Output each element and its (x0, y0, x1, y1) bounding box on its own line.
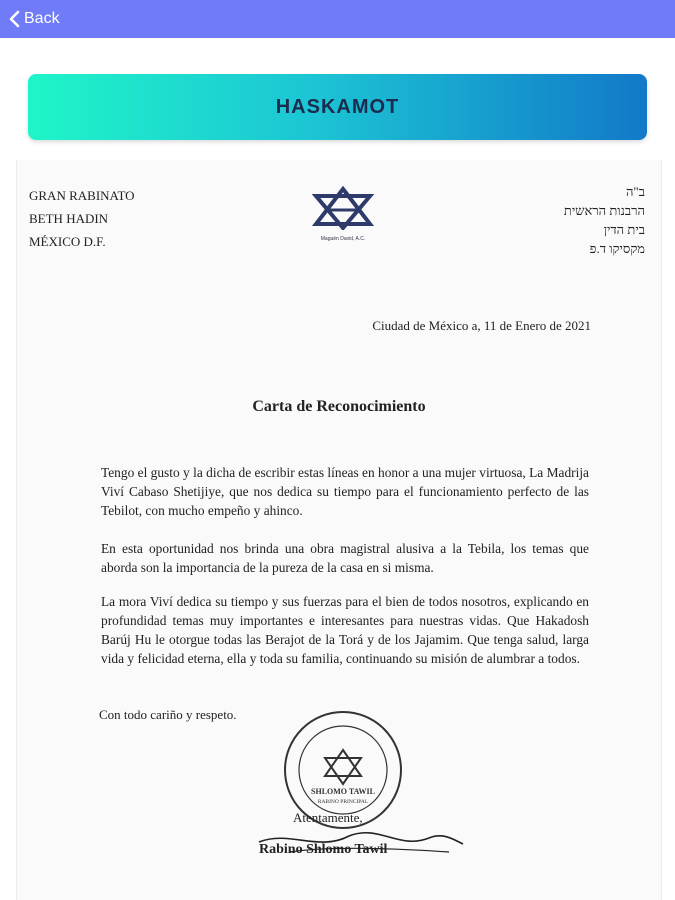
letter-paragraph: En esta oportunidad nos brinda una obra magistral alusiva a la Tebila, los temas que aborda son la importancia de la pureza de la casa en si misma. (101, 541, 589, 575)
letterhead-right (564, 182, 645, 258)
section-banner (28, 74, 647, 140)
letterhead-line: MÉXICO D.F. (29, 234, 106, 249)
back-button[interactable] (8, 10, 60, 28)
letterhead-line-hebrew: בית הדין (603, 222, 645, 237)
back-label: Back (24, 10, 60, 27)
letter-closing: Con todo cariño y respeto. (99, 707, 237, 722)
letter-paragraph: Tengo el gusto y la dicha de escribir estas líneas en honor a una mujer virtuosa, La Madrija Viví Cabaso Shetijiye, que nos dedica su tiempo para el funcionamiento perfecto de las Tebilot, con mucho empeño y ahinco. (101, 465, 589, 518)
top-nav-bar (0, 0, 675, 38)
letter-document (16, 160, 662, 900)
letter-paragraph: La mora Viví dedica su tiempo y sus fuerzas para el bien de todos nosotros, explicando en profundidad temas muy importantes e interesantes para nuestras vidas. Que Hakadosh Barúj Hu le otorgue todas las Berajot de la Torá y de los Jajamim. Que tenga salud, larga vida y felicidad eterna, ella y toda su familia, continuando su misión de alumbrar a todos. (101, 594, 589, 666)
chevron-left-icon (8, 10, 20, 28)
sign-off: Atentamente, (293, 810, 363, 825)
letterhead-line-hebrew: ב"ה (625, 184, 645, 199)
logo-caption: Maguén David, A.C. (320, 236, 366, 242)
letterhead-line-hebrew: הרבנות הראשית (563, 203, 645, 218)
letter-title: Carta de Reconocimiento (252, 398, 426, 415)
letterhead-line: BETH HADIN (29, 211, 109, 226)
maguen-david-logo (303, 186, 383, 242)
letterhead-line: GRAN RABINATO (29, 188, 135, 203)
seal-role: RABINO PRINCIPAL (317, 799, 369, 805)
letterhead-left (29, 184, 135, 253)
letterhead-line-hebrew: מקסיקו ד.פ (589, 241, 645, 256)
banner-title: HASKAMOT (275, 95, 400, 118)
signer-name: Rabino Shlomo Tawil (259, 842, 388, 857)
seal-name: SHLOMO TAWIL (311, 787, 375, 796)
letter-date: Ciudad de México a, 11 de Enero de 2021 (372, 318, 591, 333)
star-of-david-logo-icon (308, 186, 378, 230)
